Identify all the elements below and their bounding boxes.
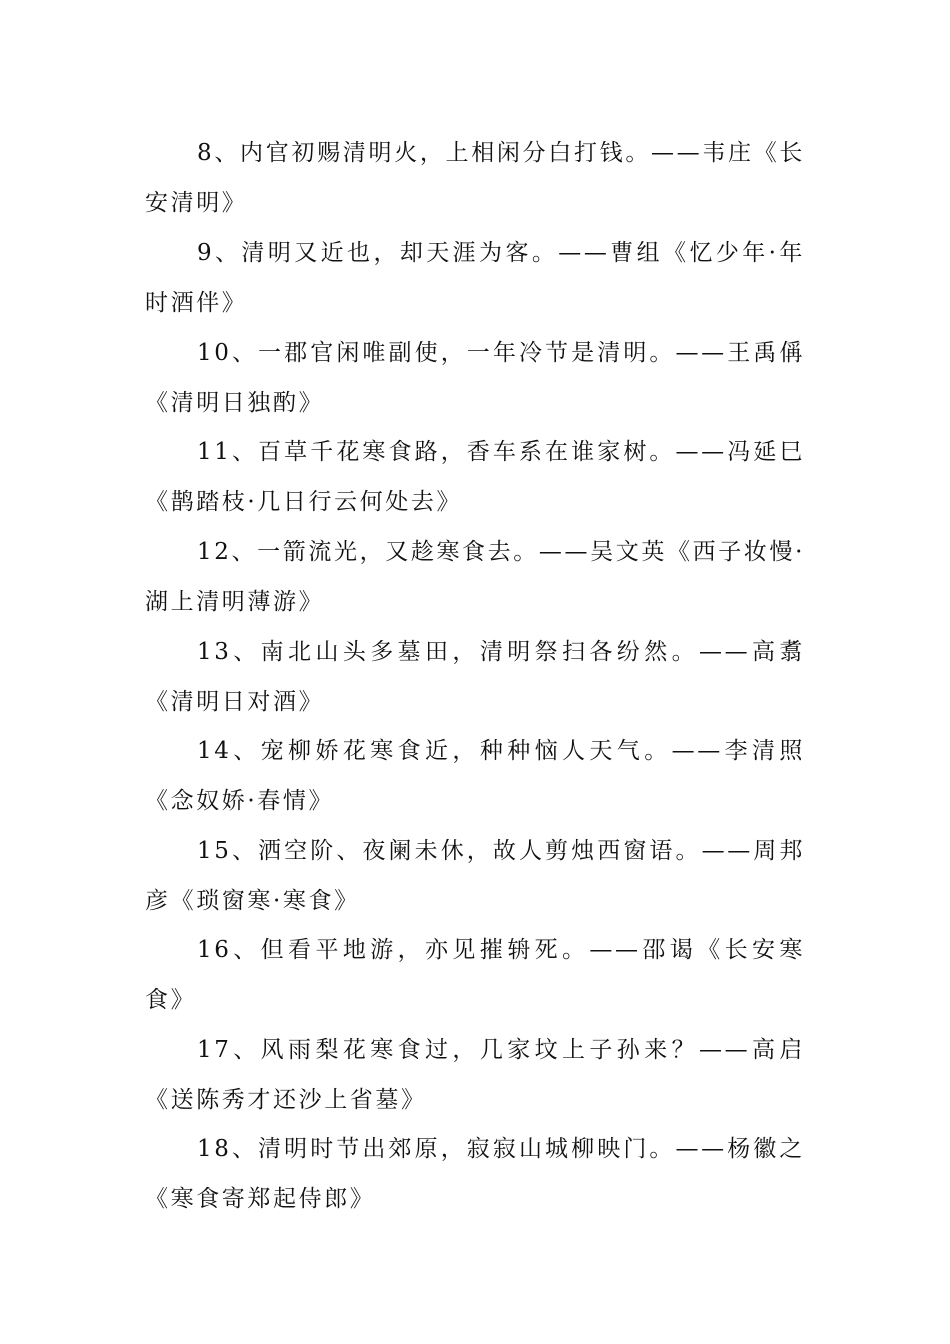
- poem-entry-15: 15、洒空阶、夜阑未休，故人剪烛西窗语。——周邦彦《琐窗寒·寒食》: [145, 838, 805, 914]
- poem-entry-9: 9、清明又近也，却天涯为客。——曹组《忆少年·年时酒伴》: [145, 240, 805, 316]
- poem-entry-18: 18、清明时节出郊原，寂寂山城柳映门。——杨徽之《寒食寄郑起侍郎》: [145, 1136, 805, 1212]
- poem-entry-8: 8、内官初赐清明火，上相闲分白打钱。——韦庄《长安清明》: [145, 140, 805, 216]
- poem-entry-17: 17、风雨梨花寒食过，几家坟上子孙来？——高启《送陈秀才还沙上省墓》: [145, 1037, 805, 1113]
- poem-entry-14: 14、宠柳娇花寒食近，种种恼人天气。——李清照《念奴娇·春情》: [145, 738, 805, 814]
- poem-entry-10: 10、一郡官闲唯副使，一年冷节是清明。——王禹偁《清明日独酌》: [145, 340, 805, 416]
- poem-entry-11: 11、百草千花寒食路，香车系在谁家树。——冯延巳《鹊踏枝·几日行云何处去》: [145, 439, 805, 515]
- poem-entry-16: 16、但看平地游，亦见摧辀死。——邵谒《长安寒食》: [145, 937, 805, 1013]
- poem-entry-13: 13、南北山头多墓田，清明祭扫各纷然。——高翥《清明日对酒》: [145, 639, 805, 715]
- poem-entry-12: 12、一箭流光，又趁寒食去。——吴文英《西子妆慢·湖上清明薄游》: [145, 539, 805, 615]
